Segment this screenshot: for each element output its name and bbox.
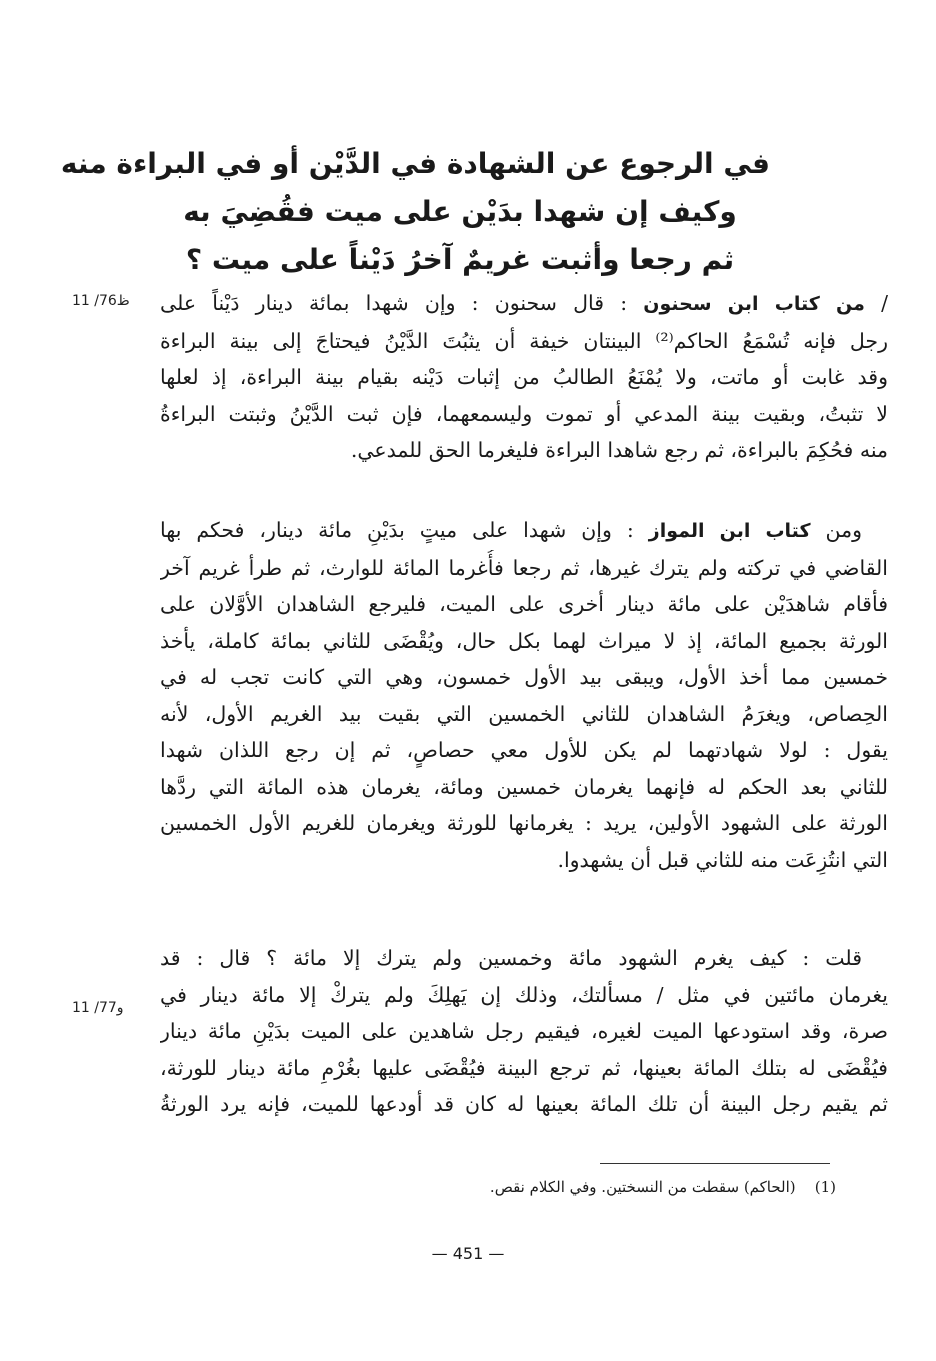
text-line: يغرمان مائتين في مثل / مسألتك، وذلك إن يَهلِكَ ولم يتركْ إلا مائة دينار في bbox=[160, 982, 888, 1007]
text-line: الورثة على الشهود الأولين، يريد : يغرمانها للورثة ويغرمان للغريم الأول الخمسين bbox=[160, 811, 888, 835]
page-number: — 451 — bbox=[431, 1244, 505, 1263]
footnote-number: (1) bbox=[814, 1178, 836, 1196]
text-line: فيُقْضَى له بتلك المائة بعينها، ثم ترجع البينة فيُقْضَى عليها بغُرْمِ مائة دينار للورثة، bbox=[160, 1055, 888, 1080]
margin-folio-note: 11 /77و bbox=[72, 1000, 124, 1016]
text-line: يقول : لولا شهادتهما لم يكن للأول معي حصاصٍ، ثم إن رجع اللذان شهدا bbox=[160, 738, 888, 762]
text-line: الحِصاص، ويغرَمُ الشاهدان للثاني الخمسين التي بقيت بيد الغريم الأول، لأنه bbox=[160, 701, 888, 726]
margin-folio-note: 11 /76ظ bbox=[72, 293, 130, 309]
text-line: صرة، وقد استودعها الميت لغيره، فيقيم رجل شاهدين على الميت بدَيْنِ مائة دينار bbox=[160, 1019, 888, 1043]
footnote-text: (الحاكم) سقطت من النسختين. وفي الكلام نقص. bbox=[489, 1178, 796, 1196]
source-heading: كتاب ابن المواز bbox=[648, 520, 811, 542]
footnote-separator bbox=[600, 1163, 830, 1164]
text-line: للثاني بعد الحكم له فإنهما يغرمان خمسين ومائة، يغرمان هذه المائة التي ردَّها bbox=[160, 774, 888, 799]
text-line: ثم يقيم رجل البينة أن تلك المائة بعينها له كان قد أودعها للميت، فإنه يرد الورثةُ bbox=[160, 1092, 888, 1116]
text-line: التي انتُزِعَت منه للثاني قبل أن يشهدوا. bbox=[557, 847, 888, 872]
source-heading: من كتاب ابن سحنون bbox=[643, 293, 865, 315]
text-line: خمسين مما أخذ الأول، ويبقى بيد الأول خمسون، وهي التي كانت تجب له في bbox=[160, 665, 888, 689]
text-line: قلت : كيف يغرم الشهود مائة وخمسين ولم يترك إلا مائة ؟ قال : قد bbox=[160, 946, 862, 970]
text-line: فأقام شاهدَيْن على مائة دينار أخرى على الميت، فليرجع الشاهدان الأوَّلان على bbox=[160, 592, 888, 616]
text-line: الورثة بجميع المائة، إذ لا ميراث لهما بكل حال، ويُقْضَى للثاني بمائة كاملة، يأخذ bbox=[160, 628, 888, 653]
title-line: وكيف إن شهدا بدَيْن على ميت فقُضِيَ به bbox=[183, 195, 737, 228]
text-line: وقد غابت أو ماتت، ولا يُمْنَعُ الطالبُ من إثبات دَيْنه بقيام بينة البراءة، إذ لعلها bbox=[160, 365, 888, 389]
title-line: في الرجوع عن الشهادة في الدَّيْن أو في البراءة منه bbox=[60, 147, 770, 180]
text-line: رجل فإنه تُسْمَعُ الحاكم⁽²⁾ البينتان خيفة أن يثبُتَ الدَّيْنُ فيحتاجَ إلى بينة البراءة bbox=[160, 328, 888, 353]
text-line: منه فحُكِمَ بالبراءة، ثم رجع شاهدا البراءة فليغرما الحق للمدعي. bbox=[350, 438, 888, 462]
paragraph-ibn-al-mawwaz bbox=[160, 512, 888, 878]
paragraph-question bbox=[160, 940, 888, 1123]
paragraph-ibn-sahnun bbox=[160, 285, 888, 469]
title-line: ثم رجعا وأثبت غريمٌ آخرُ دَيْناً على ميت ؟ bbox=[185, 243, 735, 276]
text-line: ومن كتاب ابن المواز : وإن شهدا على ميتٍ بدَيْنِ مائة دينار، فحكم بها bbox=[160, 518, 862, 542]
chapter-title bbox=[60, 140, 770, 284]
text-line: القاضي في تركته ولم يترك غيرها، ثم رجعا فأُغرما المائة للوارث، ثم طرأ غريم آخر bbox=[160, 555, 888, 580]
text-line: لا تثبتُ، وبقيت بينة المدعي أو تموت وليسمعهما، فإن ثبت الدَّيْنُ وثبتت البراءةُ bbox=[160, 401, 888, 426]
text-line: / من كتاب ابن سحنون : قال سحنون : وإن شهدا بمائة دينار دَيْناً على bbox=[160, 291, 888, 315]
footnote bbox=[336, 1175, 836, 1199]
